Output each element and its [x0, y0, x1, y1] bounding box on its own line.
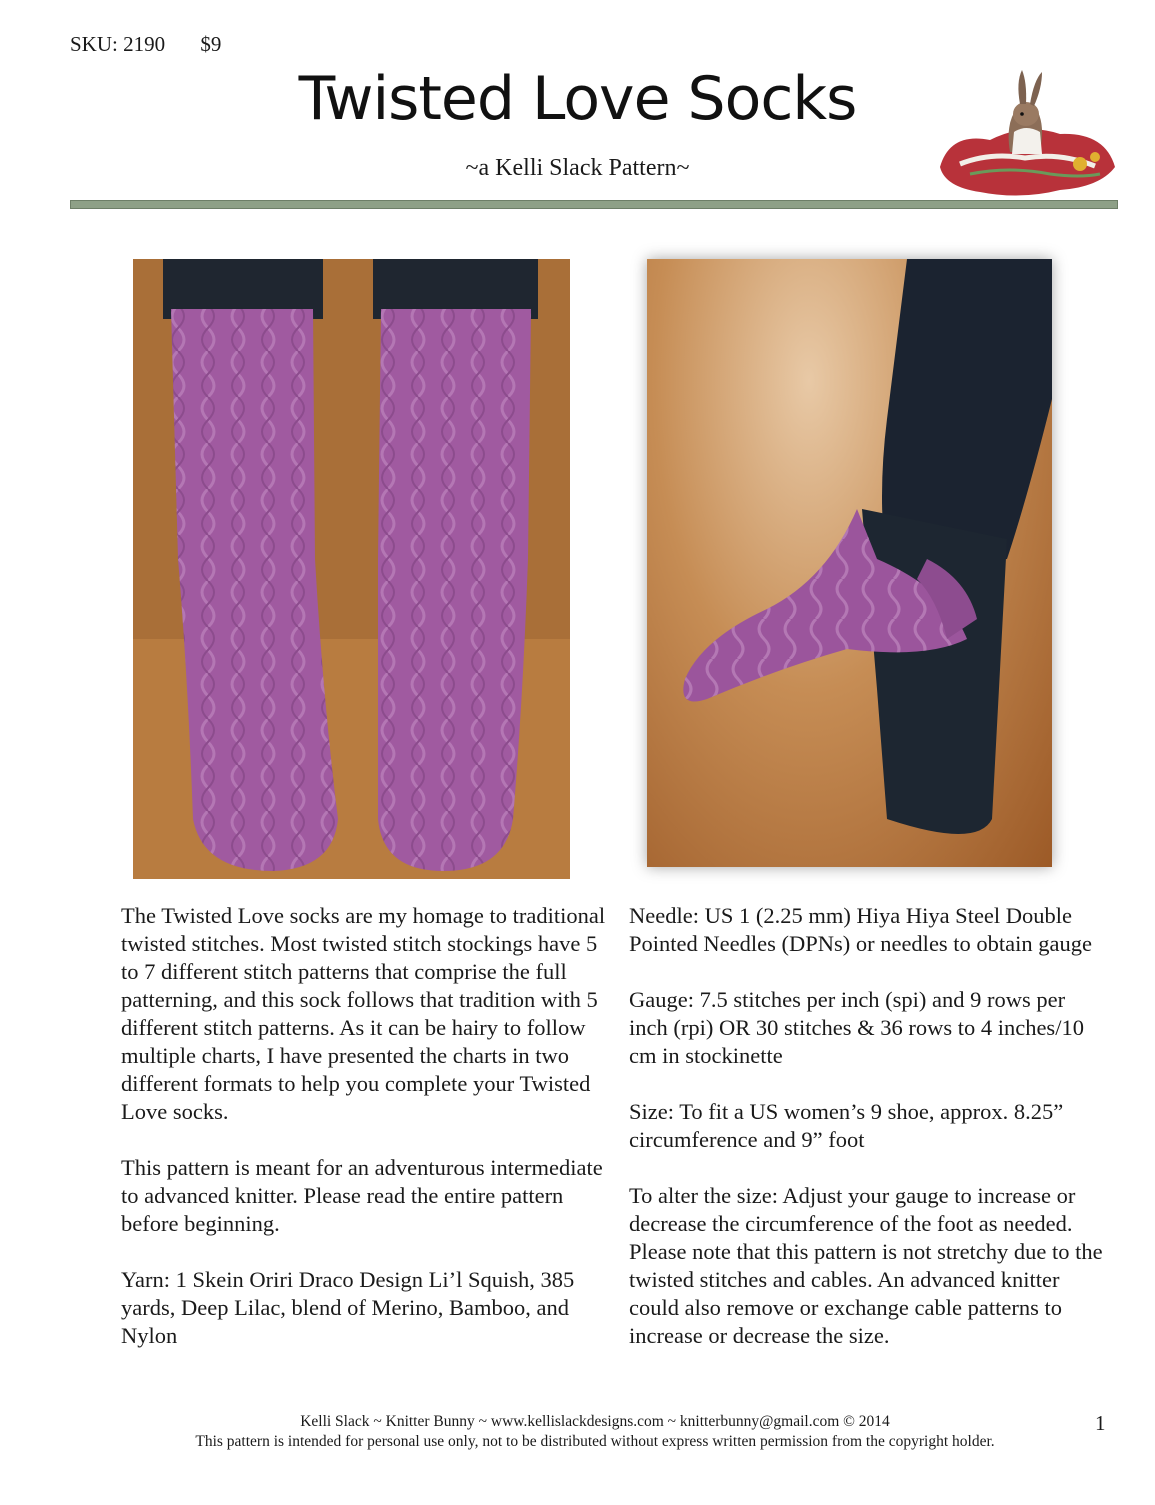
- needle-paragraph: Needle: US 1 (2.25 mm) Hiya Hiya Steel Double Pointed Needles (DPNs) or needles to obtain gauge: [629, 903, 1093, 956]
- rabbit-on-quilt-icon: [930, 62, 1120, 202]
- specs-column: [629, 902, 1109, 1378]
- sku-line: [70, 32, 221, 57]
- footer-contact: Kelli Slack ~ Knitter Bunny ~ www.kellislackdesigns.com ~ knitterbunny@gmail.com © 2014: [300, 1413, 890, 1430]
- yarn-paragraph: Yarn: 1 Skein Oriri Draco Design Li’l Squish, 385 yards, Deep Lilac, blend of Merino, Bamboo, and Nylon: [121, 1267, 575, 1348]
- alter-size-paragraph: To alter the size: Adjust your gauge to increase or decrease the circumference of the foot as needed. Please note that this pattern is not stretchy due to the twisted stitches and cables. An advanced knitter could also remove or exchange cable patterns to increase or decrease the size.: [629, 1183, 1103, 1348]
- price-text: $9: [200, 32, 222, 56]
- page-subtitle: ~a Kelli Slack Pattern~: [465, 155, 690, 181]
- sock-side-view-photo: [647, 259, 1052, 867]
- footer-copyright: This pattern is intended for personal use only, not to be distributed without express written permission from the copyright holder.: [195, 1433, 995, 1450]
- page-title: Twisted Love Socks: [298, 64, 857, 134]
- sku-text: SKU: 2190: [70, 32, 166, 56]
- page-footer: [0, 1412, 1155, 1452]
- intro-paragraph: The Twisted Love socks are my homage to traditional twisted stitches. Most twisted stitch stockings have 5 to 7 different stitch patterns that comprise the full patterning, and this sock follows that tradition with 5 different stitch patterns. As it can be hairy to follow multiple charts, I have presented the charts in two different formats to help you complete your Twisted Love socks.: [121, 903, 606, 1124]
- size-paragraph: Size: To fit a US women’s 9 shoe, approx. 8.25” circumference and 9” foot: [629, 1099, 1064, 1152]
- gauge-paragraph: Gauge: 7.5 stitches per inch (spi) and 9 rows per inch (rpi) OR 30 stitches & 36 rows to 4 inches/10 cm in stockinette: [629, 987, 1084, 1068]
- intro-column: [121, 902, 616, 1378]
- socks-front-view-photo: [133, 259, 570, 879]
- header-divider: [70, 200, 1118, 209]
- skill-level-paragraph: This pattern is meant for an adventurous intermediate to advanced knitter. Please read the entire pattern before beginning.: [121, 1155, 603, 1236]
- page-number: 1: [1095, 1411, 1106, 1435]
